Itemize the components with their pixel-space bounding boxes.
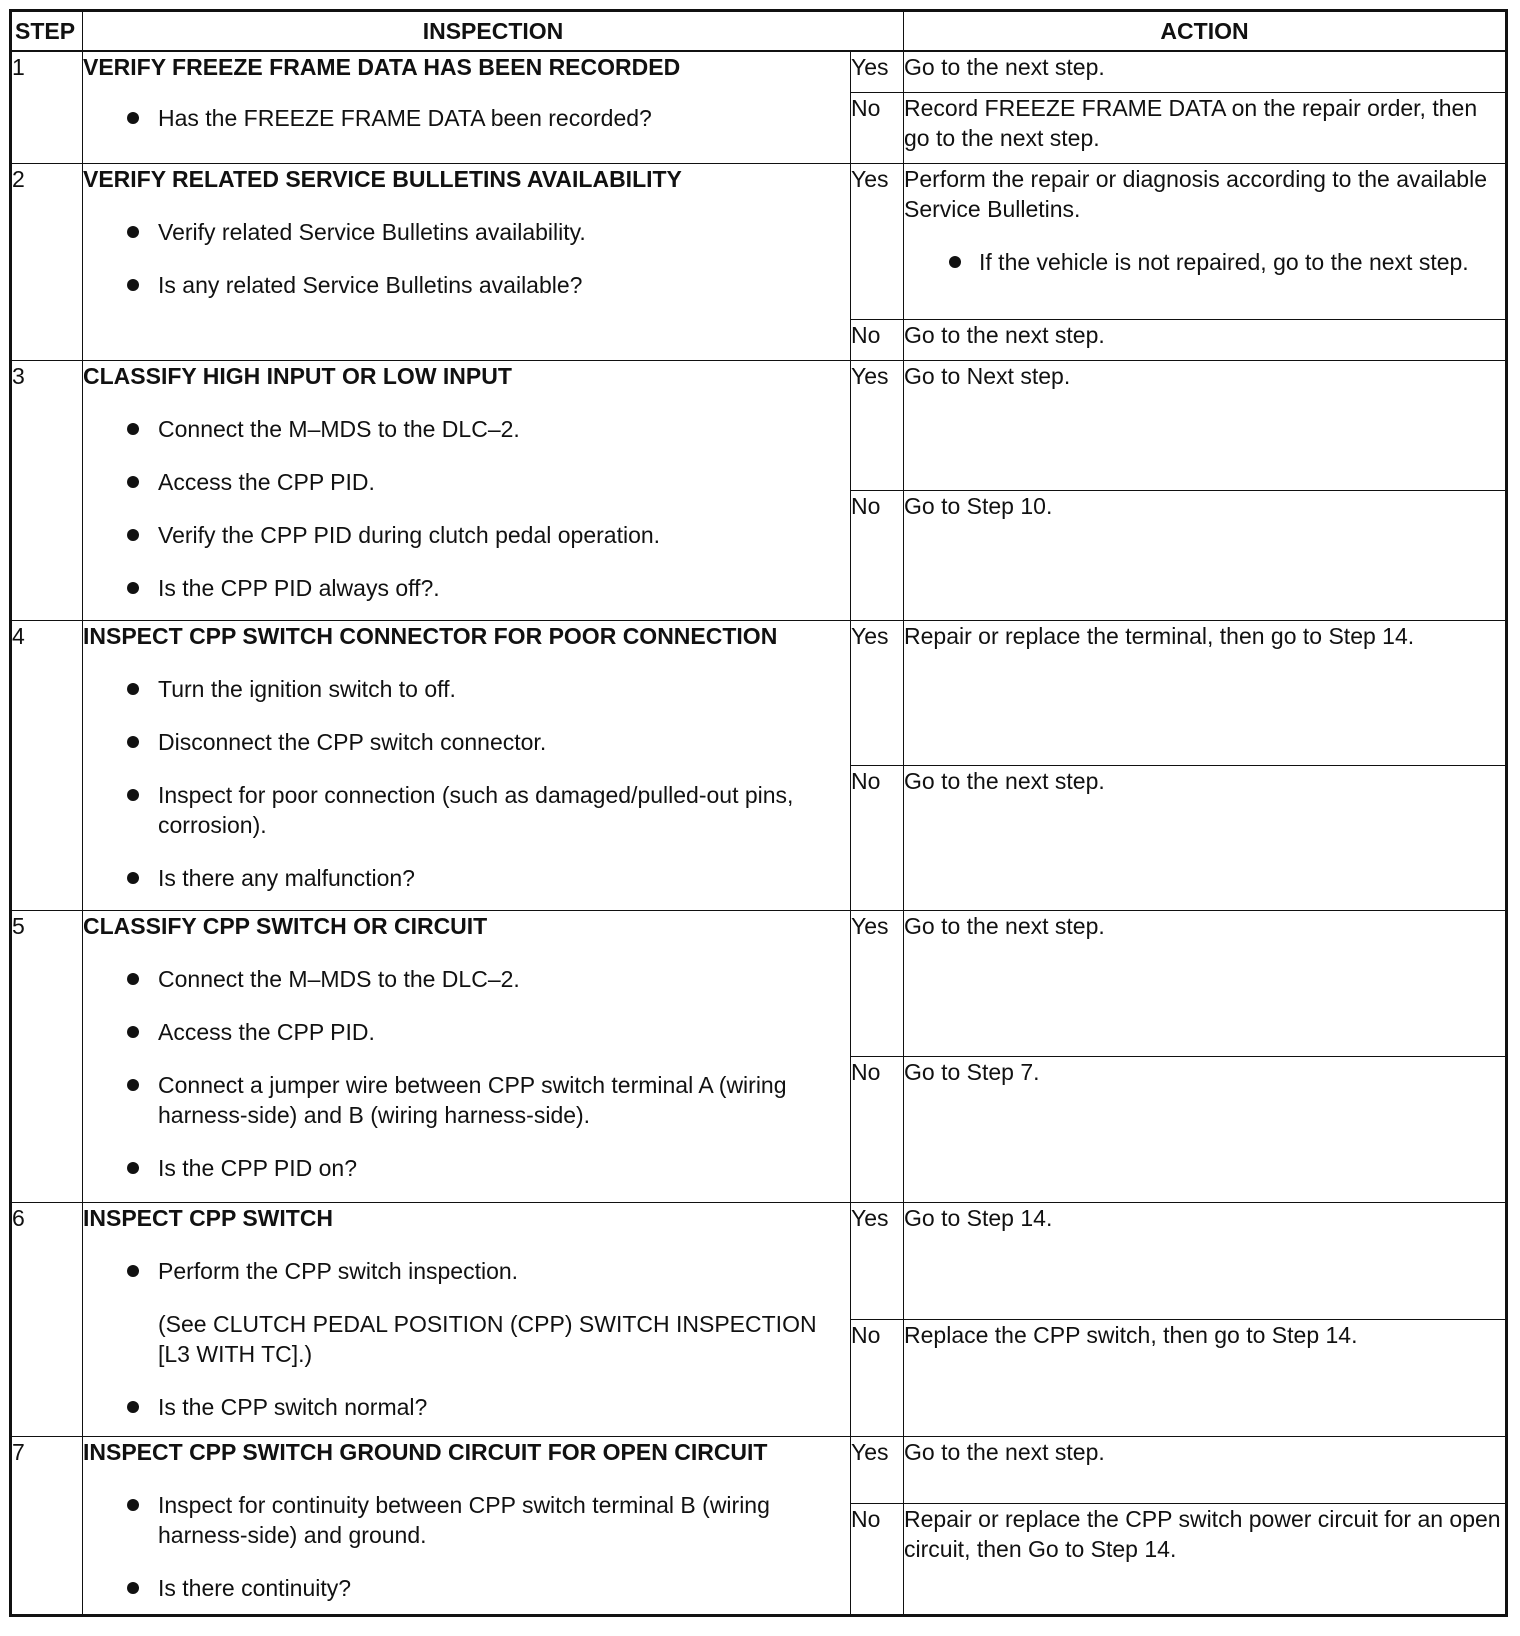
no-label: No (851, 319, 904, 360)
inspection-bullet: Is any related Service Bulletins available? (83, 270, 850, 300)
inspection-bullet: Disconnect the CPP switch connector. (83, 727, 850, 757)
inspection-bullet: Verify related Service Bulletins availability. (83, 217, 850, 247)
step-number: 2 (11, 163, 83, 360)
inspection-bullet: Inspect for continuity between CPP switch terminal B (wiring harness-side) and ground. (83, 1490, 850, 1550)
step-inspection (83, 620, 851, 910)
yes-action: Go to Next step. (904, 360, 1507, 490)
step-title: CLASSIFY CPP SWITCH OR CIRCUIT (83, 912, 488, 939)
step-title: INSPECT CPP SWITCH GROUND CIRCUIT FOR OPEN CIRCUIT (83, 1438, 768, 1465)
step-title: INSPECT CPP SWITCH (83, 1204, 334, 1231)
inspection-bullet: Access the CPP PID. (83, 467, 850, 497)
step-number: 4 (11, 620, 83, 910)
step-2-yes-row (11, 163, 1507, 319)
no-action: Go to the next step. (904, 319, 1507, 360)
step-1-yes-row (11, 51, 1507, 92)
no-label: No (851, 1319, 904, 1436)
yes-action: Go to the next step. (904, 910, 1507, 1056)
no-action: Repair or replace the CPP switch power circuit for an open circuit, then Go to Step 14. (904, 1503, 1507, 1615)
inspection-bullet: Connect the M–MDS to the DLC–2. (83, 414, 850, 444)
yes-action: Go to the next step. (904, 51, 1507, 92)
inspection-bullet: Perform the CPP switch inspection. (83, 1256, 850, 1286)
yes-label: Yes (851, 910, 904, 1056)
step-inspection (83, 163, 851, 360)
inspection-note: (See CLUTCH PEDAL POSITION (CPP) SWITCH INSPECTION [L3 WITH TC].) (158, 1310, 817, 1367)
no-action: Go to Step 10. (904, 490, 1507, 620)
no-action: Go to the next step. (904, 765, 1507, 910)
yes-label: Yes (851, 1436, 904, 1503)
step-number: 3 (11, 360, 83, 620)
inspection-bullet: Is there any malfunction? (83, 863, 850, 893)
step-5-yes-row (11, 910, 1507, 1056)
yes-action: Go to the next step. (904, 1436, 1507, 1503)
inspection-bullet: Is the CPP switch normal? (83, 1392, 850, 1422)
no-label: No (851, 490, 904, 620)
step-title: INSPECT CPP SWITCH CONNECTOR FOR POOR CONNECTION (83, 622, 778, 649)
no-label: No (851, 1503, 904, 1615)
yes-label: Yes (851, 360, 904, 490)
inspection-bullet: Connect the M–MDS to the DLC–2. (83, 964, 850, 994)
yes-label: Yes (851, 620, 904, 765)
inspection-bullet: Has the FREEZE FRAME DATA been recorded? (83, 103, 850, 133)
inspection-bullet: Verify the CPP PID during clutch pedal operation. (83, 520, 850, 550)
yes-action (904, 163, 1507, 319)
step-3-yes-row (11, 360, 1507, 490)
inspection-bullet: Access the CPP PID. (83, 1017, 850, 1047)
yes-action-sub-bullet: If the vehicle is not repaired, go to the next step. (904, 247, 1505, 277)
step-4-yes-row (11, 620, 1507, 765)
header-inspection: INSPECTION (83, 11, 904, 52)
step-inspection (83, 360, 851, 620)
yes-action: Repair or replace the terminal, then go to Step 14. (904, 620, 1507, 765)
yes-action: Go to Step 14. (904, 1202, 1507, 1319)
inspection-bullet: Is there continuity? (83, 1573, 850, 1603)
step-inspection (83, 1202, 851, 1436)
step-title: VERIFY RELATED SERVICE BULLETINS AVAILABILITY (83, 165, 682, 192)
step-title: CLASSIFY HIGH INPUT OR LOW INPUT (83, 362, 512, 389)
step-number: 5 (11, 910, 83, 1202)
step-number: 7 (11, 1436, 83, 1615)
yes-label: Yes (851, 1202, 904, 1319)
yes-label: Yes (851, 51, 904, 92)
step-7-yes-row (11, 1436, 1507, 1503)
header-step: STEP (11, 11, 83, 52)
yes-action-text: Perform the repair or diagnosis according to the available Service Bulletins. (904, 165, 1488, 222)
step-title: VERIFY FREEZE FRAME DATA HAS BEEN RECORDED (83, 54, 681, 80)
inspection-bullet: Turn the ignition switch to off. (83, 674, 850, 704)
no-label: No (851, 92, 904, 163)
step-6-yes-row (11, 1202, 1507, 1319)
inspection-bullet: Is the CPP PID always off?. (83, 573, 850, 603)
no-action: Go to Step 7. (904, 1056, 1507, 1202)
diagnostic-procedure-table (9, 9, 1508, 1617)
inspection-bullet: Connect a jumper wire between CPP switch terminal A (wiring harness-side) and B (wiring harness-side). (83, 1070, 850, 1130)
inspection-bullet: Inspect for poor connection (such as damaged/pulled-out pins, corrosion). (83, 780, 850, 840)
step-number: 1 (11, 51, 83, 163)
header-action: ACTION (904, 11, 1507, 52)
step-number: 6 (11, 1202, 83, 1436)
step-inspection (83, 910, 851, 1202)
no-label: No (851, 1056, 904, 1202)
no-action: Record FREEZE FRAME DATA on the repair order, then go to the next step. (904, 92, 1507, 163)
yes-label: Yes (851, 163, 904, 319)
no-action: Replace the CPP switch, then go to Step 14. (904, 1319, 1507, 1436)
step-inspection (83, 1436, 851, 1615)
no-label: No (851, 765, 904, 910)
step-inspection (83, 51, 851, 163)
inspection-bullet: Is the CPP PID on? (83, 1153, 850, 1183)
header-row (11, 11, 1507, 52)
